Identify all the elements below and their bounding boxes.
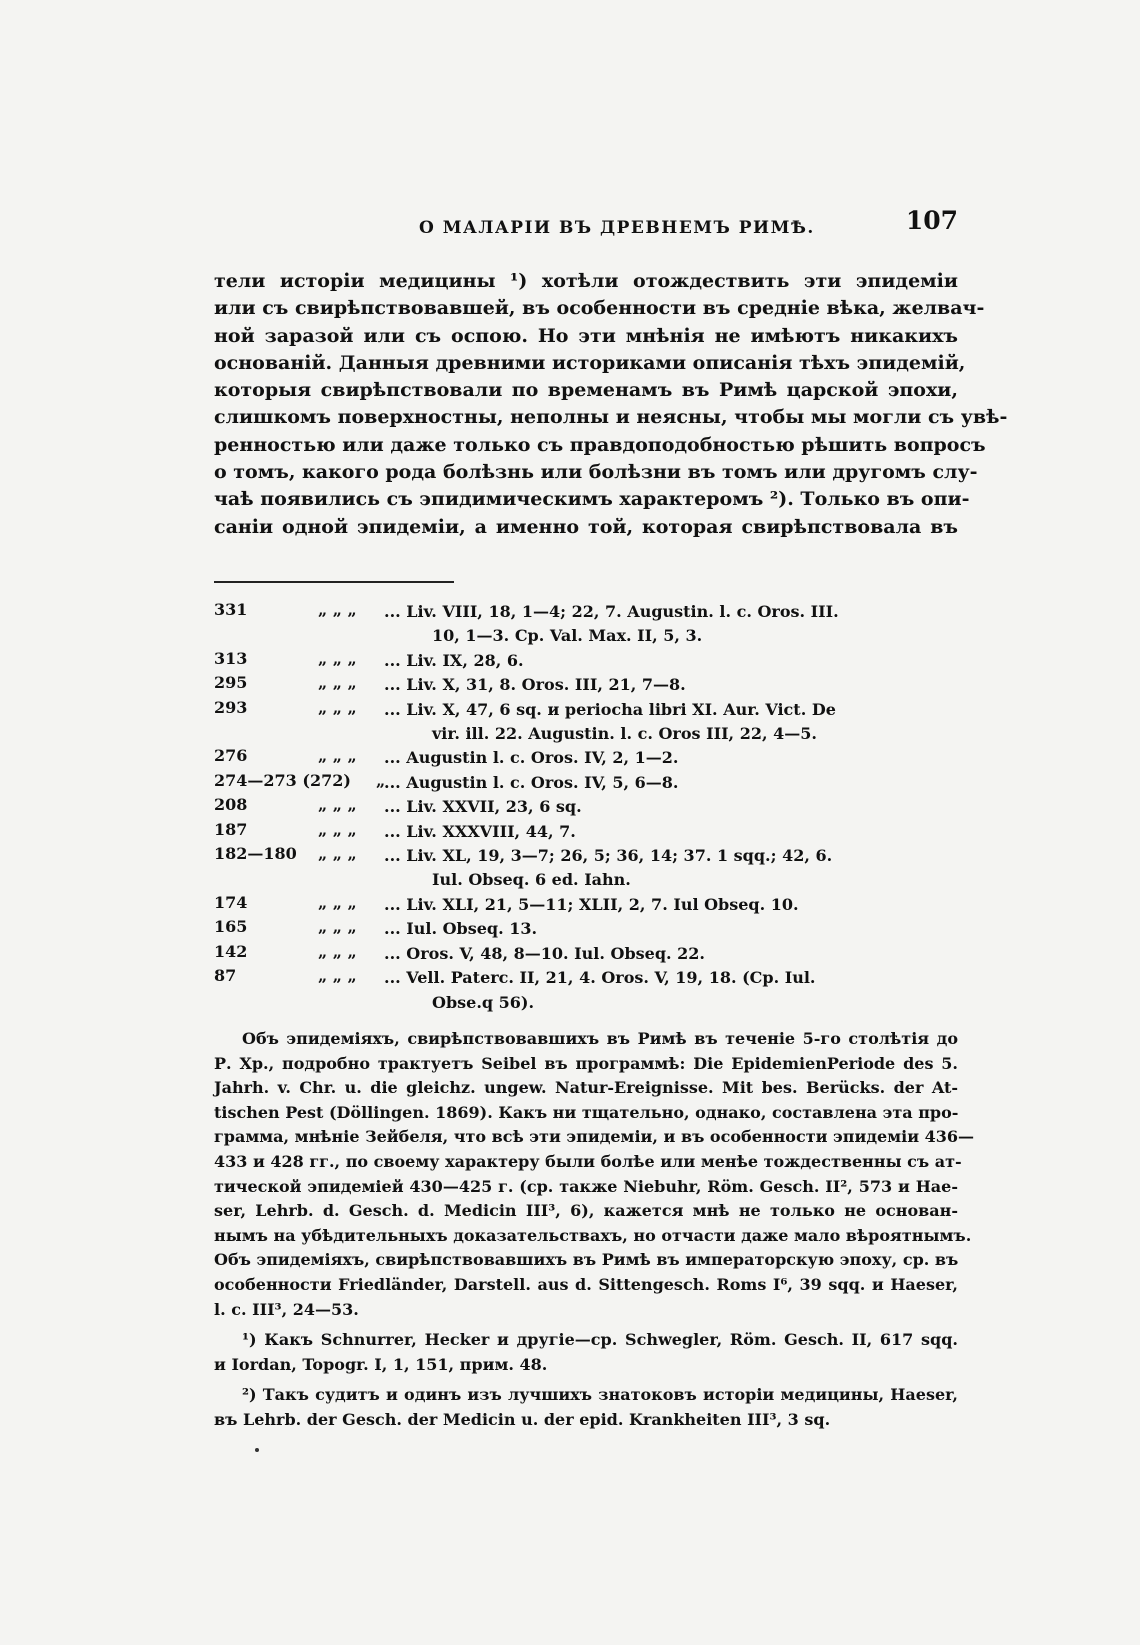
- note-line: и Iordan, Topogr. I, 1, 151, прим. 48.: [214, 1354, 548, 1374]
- body-line: ной заразой или съ оспою. Но эти мнѣнія не имѣютъ никакихъ: [214, 324, 958, 347]
- year-cell: 331: [214, 600, 248, 619]
- note-line: въ Lehrb. der Gesch. der Medicin u. der epid. Krankheiten III³, 3 sq.: [214, 1409, 831, 1429]
- year-cell: 165: [214, 917, 248, 937]
- table-row: [214, 795, 958, 819]
- reference-line: ... Vell. Paterc. II, 21, 4. Oros. V, 19, 18. (Cp. Iul.: [384, 968, 816, 988]
- body-line: основаній. Данныя древними историками описанія тѣхъ эпидемій,: [214, 351, 966, 374]
- year-cell: 87: [214, 966, 237, 986]
- ditto-marks: „ „ „: [318, 819, 357, 839]
- year-cell: 187: [214, 819, 248, 839]
- reference-cell: [384, 917, 958, 941]
- reference-line: ... Liv. X, 31, 8. Oros. III, 21, 7—8.: [384, 675, 686, 695]
- ditto-marks: „ „ „: [318, 746, 357, 766]
- table-row: [214, 600, 958, 649]
- footnote-2: [214, 1383, 958, 1432]
- reference-line: ... Liv. IX, 28, 6.: [384, 650, 524, 670]
- reference-line: ... Liv. XXXVIII, 44, 7.: [384, 821, 576, 841]
- table-row: [214, 673, 958, 697]
- note-line: l. c. III³, 24—53.: [214, 1299, 359, 1319]
- table-row: [214, 649, 958, 673]
- reference-line: ... Augustin l. c. Oros. IV, 2, 1—2.: [384, 748, 679, 768]
- ditto-marks: „ „ „: [318, 648, 357, 668]
- table-row: [214, 771, 958, 795]
- body-line: чаѣ появились съ эпидимическимъ характеромъ ²). Только въ опи-: [214, 488, 970, 511]
- note-line: ¹) Какъ Schnurrer, Hecker и другіе—ср. Schwegler, Röm. Gesch. II, 617 sqq.: [242, 1330, 958, 1350]
- reference-line: ... Augustin l. c. Oros. IV, 5, 6—8.: [384, 772, 679, 792]
- ditto-marks: „ „ „: [318, 892, 357, 912]
- note-line: Объ эпидеміяхъ, свирѣпствовавшихъ въ Римѣ въ теченіе 5-го столѣтія до: [242, 1029, 958, 1048]
- page-number: 107: [905, 206, 958, 235]
- body-line: или съ свирѣпствовавшей, въ особенности въ средніе вѣка, желвач-: [214, 297, 985, 320]
- ditto-marks: „ „ „: [318, 697, 357, 717]
- footnote-1: [214, 1328, 958, 1377]
- note-line: Jahrh. v. Chr. u. die gleichz. ungew. Natur-Ereignisse. Mit bes. Berücks. der At-: [214, 1078, 958, 1098]
- year-cell: 293: [214, 697, 248, 717]
- reference-cell: [384, 746, 958, 770]
- body-line: о томъ, какого рода болѣзнь или болѣзни въ томъ или другомъ слу-: [214, 461, 978, 484]
- body-line: тели исторіи медицины ¹) хотѣли отождествить эти эпидеміи: [214, 270, 958, 292]
- reference-cell: [384, 820, 958, 844]
- year-cell: 274—273 (272): [214, 770, 351, 790]
- body-line: саніи одной эпидеміи, а именно той, которая свирѣпствовала въ: [214, 515, 958, 538]
- table-row: [214, 820, 958, 844]
- table-row: [214, 698, 958, 747]
- footnotes-section: [214, 1027, 975, 1433]
- year-cell: 295: [214, 673, 248, 693]
- reference-line: vir. ill. 22. Augustin. l. c. Oros III, 22, 4—5.: [432, 724, 817, 744]
- body-line: которыя свирѣпствовали по временамъ въ Римѣ царской эпохи,: [214, 379, 958, 402]
- reference-cell: [384, 771, 958, 795]
- table-row: [214, 893, 958, 917]
- reference-line: ... Liv. X, 47, 6 sq. и periocha libri XI. Aur. Vict. De: [384, 699, 836, 719]
- table-row: [214, 844, 958, 893]
- year-cell: 182—180: [214, 844, 297, 864]
- running-title: О МАЛАРІИ ВЪ ДРЕВНЕМЪ РИМѢ.: [419, 218, 815, 238]
- reference-line: 10, 1—3. Cp. Val. Max. II, 5, 3.: [432, 626, 703, 646]
- note-line: особенности Friedländer, Darstell. aus d. Sittengesch. Roms I⁶, 39 sqq. и Haeser,: [214, 1274, 958, 1294]
- reference-line: ... Iul. Obseq. 13.: [384, 919, 538, 939]
- reference-cell: [384, 966, 958, 1015]
- note-line: Р. Хр., подробно трактуетъ Seibel въ программѣ: Die EpidemienPeriode des 5.: [214, 1053, 958, 1073]
- ditto-marks: „: [376, 770, 386, 790]
- note-line: 433 и 428 гг., по своему характеру были болѣе или менѣе тождественны съ ат-: [214, 1151, 962, 1171]
- note-line: ser, Lehrb. d. Gesch. d. Medicin III³, 6), кажется мнѣ не только не основан-: [214, 1201, 958, 1221]
- note-paragraph: [214, 1027, 975, 1322]
- table-row: [214, 917, 958, 941]
- epidemic-references-table: [214, 600, 958, 1015]
- year-cell: 208: [214, 795, 248, 815]
- note-line: ²) Такъ судитъ и одинъ изъ лучшихъ знатоковъ исторіи медицины, Haeser,: [242, 1385, 958, 1405]
- note-line: грамма, мнѣніе Зейбеля, что всѣ эти эпидеміи, и въ особенности эпидеміи 436—: [214, 1127, 975, 1147]
- ditto-marks: „ „ „: [318, 966, 357, 986]
- reference-cell: [384, 600, 958, 649]
- reference-line: ... Liv. XXVII, 23, 6 sq.: [384, 797, 582, 817]
- reference-line: Obse.q 56).: [432, 992, 535, 1012]
- stray-ink-mark: [255, 1448, 259, 1452]
- reference-cell: [384, 673, 958, 697]
- page-header: [214, 206, 958, 246]
- ditto-marks: „ „ „: [318, 600, 357, 619]
- reference-line: Iul. Obseq. 6 ed. Iahn.: [432, 870, 631, 890]
- table-row: [214, 746, 958, 770]
- body-line: слишкомъ поверхностны, неполны и неясны, чтобы мы могли съ увѣ-: [214, 406, 1008, 429]
- reference-cell: [384, 844, 958, 893]
- ditto-marks: „ „ „: [318, 844, 357, 864]
- reference-line: ... Liv. VIII, 18, 1—4; 22, 7. Augustin. l. c. Oros. III.: [384, 602, 839, 621]
- reference-cell: [384, 698, 958, 747]
- reference-cell: [384, 893, 958, 917]
- year-cell: 276: [214, 746, 248, 766]
- note-line: Объ эпидеміяхъ, свирѣпствовавшихъ въ Римѣ въ императорскую эпоху, ср. въ: [214, 1250, 959, 1270]
- ditto-marks: „ „ „: [318, 673, 357, 693]
- year-cell: 174: [214, 892, 248, 912]
- year-cell: 313: [214, 648, 248, 668]
- ditto-marks: „ „ „: [318, 941, 357, 961]
- year-cell: 142: [214, 941, 248, 961]
- reference-cell: [384, 649, 958, 673]
- reference-cell: [384, 942, 958, 966]
- note-line: тической эпидеміей 430—425 г. (ср. также Niebuhr, Röm. Gesch. II², 573 и Hae-: [214, 1176, 958, 1196]
- table-row: [214, 942, 958, 966]
- body-line: ренностью или даже только съ правдоподобностью рѣшить вопросъ: [214, 433, 986, 456]
- reference-line: ... Liv. XLI, 21, 5—11; XLII, 2, 7. Iul Obseq. 10.: [384, 894, 799, 914]
- reference-line: ... Liv. XL, 19, 3—7; 26, 5; 36, 14; 37. 1 sqq.; 42, 6.: [384, 846, 833, 866]
- body-paragraph: [214, 268, 1008, 541]
- table-row: [214, 966, 958, 1015]
- note-line: нымъ на убѣдительныхъ доказательствахъ, но отчасти даже мало вѣроятнымъ.: [214, 1225, 972, 1245]
- note-line: tischen Pest (Döllingen. 1869). Какъ ни тщательно, однако, составлена эта про-: [214, 1102, 959, 1122]
- ditto-marks: „ „ „: [318, 917, 357, 937]
- reference-line: ... Oros. V, 48, 8—10. Iul. Obseq. 22.: [384, 943, 705, 963]
- ditto-marks: „ „ „: [318, 795, 357, 815]
- footnote-separator-rule: [214, 581, 454, 583]
- reference-cell: [384, 795, 958, 819]
